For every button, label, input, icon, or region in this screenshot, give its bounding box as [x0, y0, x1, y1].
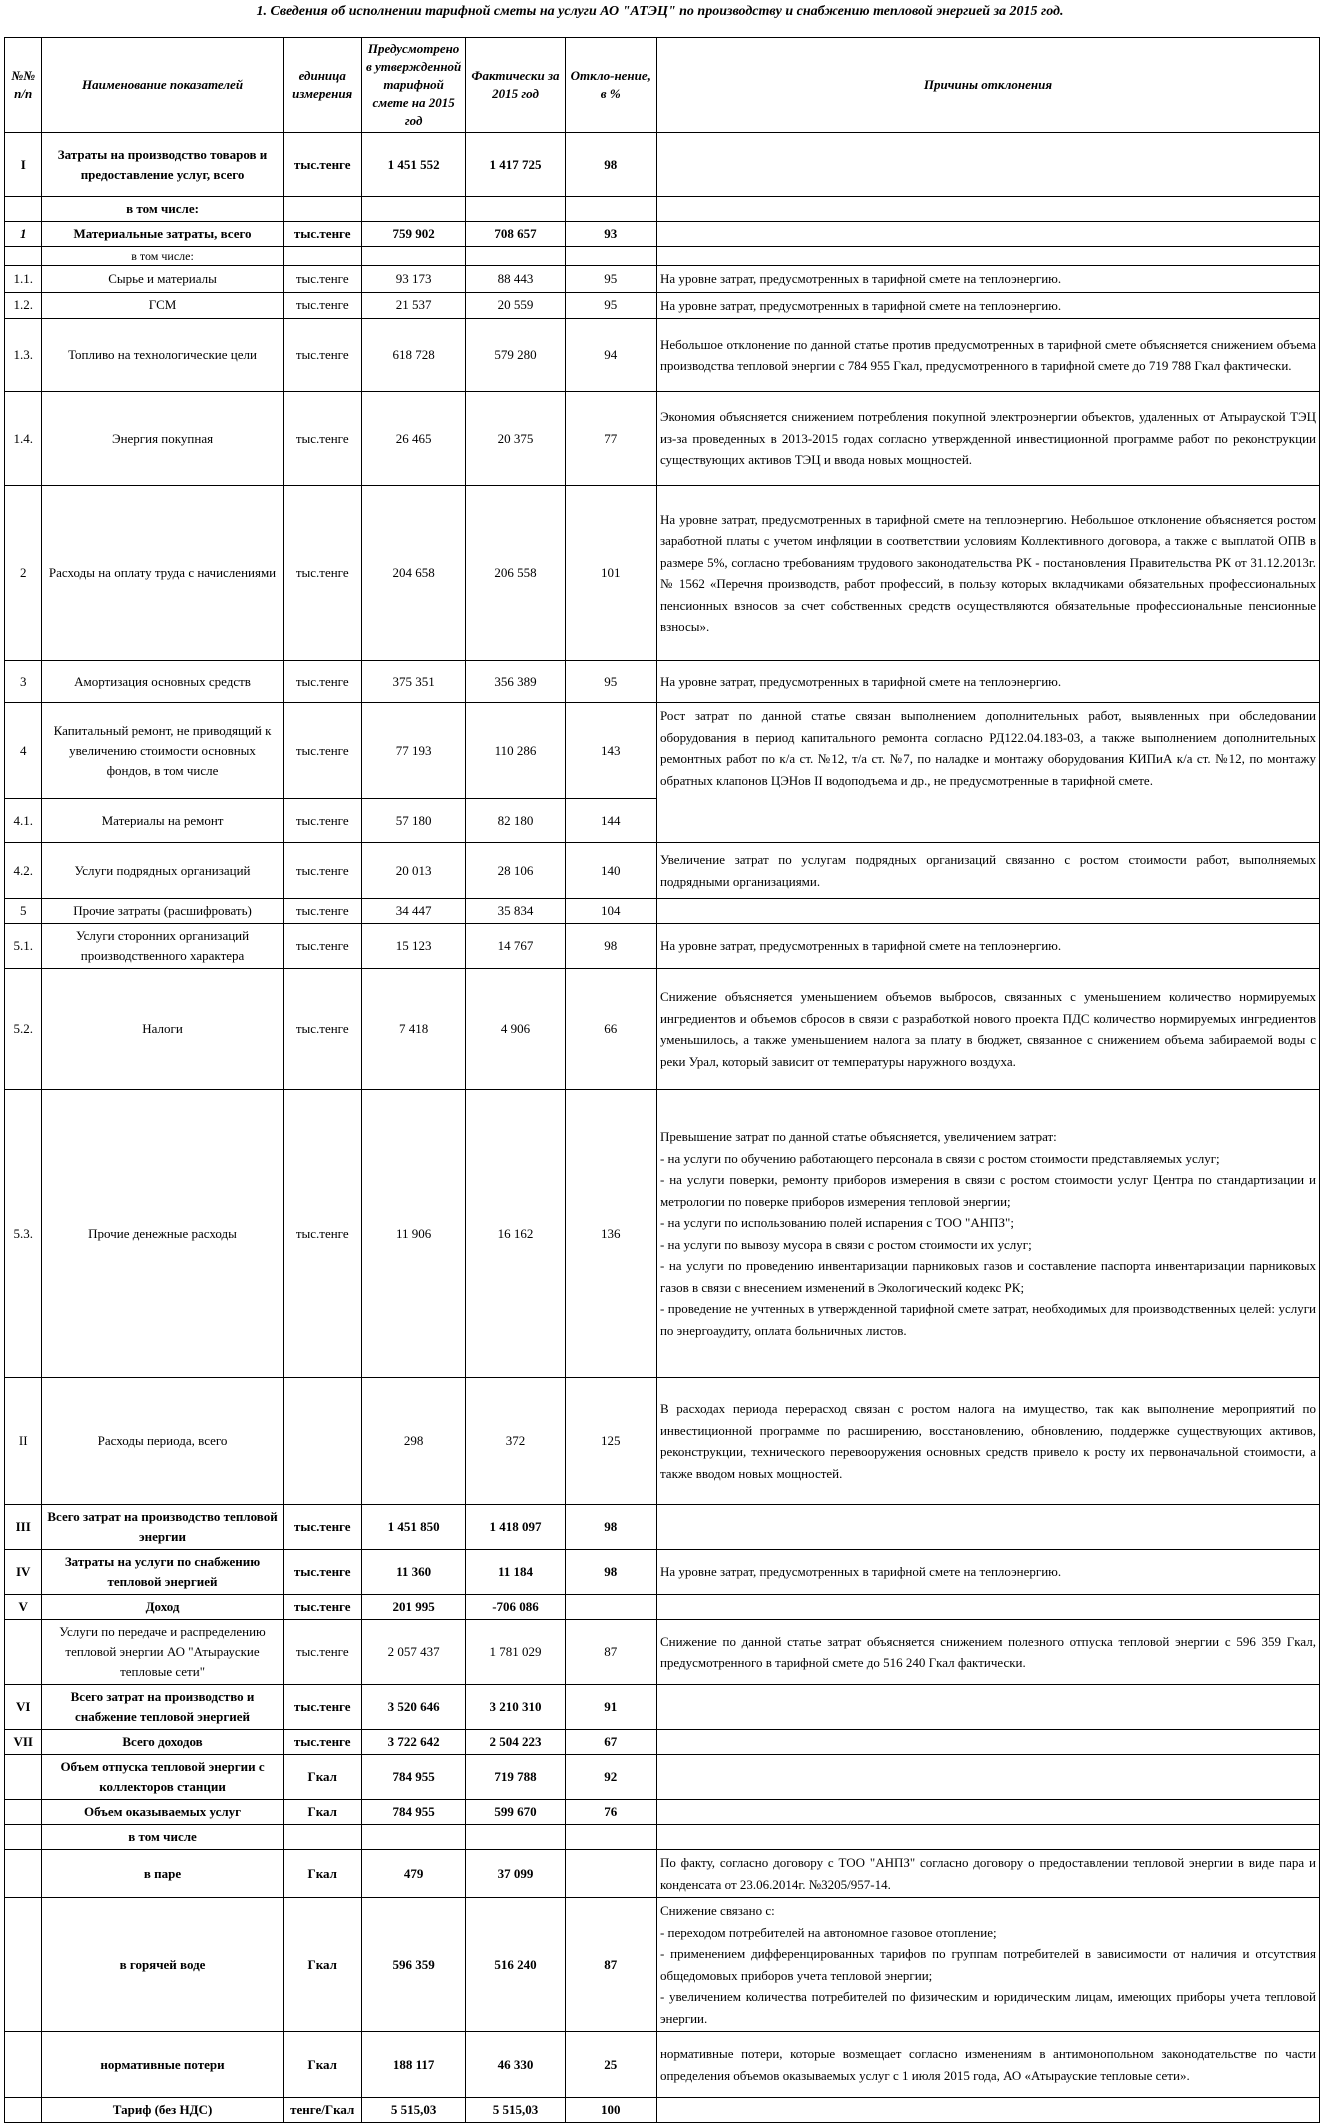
- row-plan: 21 537: [361, 292, 466, 319]
- row-unit: [283, 1378, 361, 1505]
- row-num: V: [5, 1595, 42, 1620]
- row-fact: 579 280: [466, 319, 565, 392]
- table-row: [5, 1825, 1320, 1850]
- row-num: 5: [5, 899, 42, 924]
- table-row: [5, 2032, 1320, 2098]
- table-row: [5, 2098, 1320, 2123]
- row-reason: нормативные потери, которые возмещает согласно изменениям в антимонопольном законодательстве по части определения объемов оказываемых услуг с 1 июля 2015 года, АО «Атырауские тепловые сети».: [656, 2032, 1319, 2098]
- row-plan: 3 520 646: [361, 1685, 466, 1730]
- row-name: Объем оказываемых услуг: [42, 1800, 283, 1825]
- row-num: [5, 1620, 42, 1685]
- row-dev: 143: [565, 703, 656, 799]
- row-fact: 4 906: [466, 969, 565, 1090]
- row-num: [5, 1898, 42, 2032]
- row-fact: 1 781 029: [466, 1620, 565, 1685]
- row-num: 4.2.: [5, 843, 42, 899]
- row-name: Всего затрат на производство тепловой энергии: [42, 1505, 283, 1550]
- row-unit: тыс.тенге: [283, 843, 361, 899]
- row-name: Всего доходов: [42, 1730, 283, 1755]
- row-unit: тыс.тенге: [283, 703, 361, 799]
- header-dev: Откло-нение, в %: [565, 38, 656, 133]
- row-dev: 98: [565, 1505, 656, 1550]
- table-row: [5, 1378, 1320, 1505]
- table-row: [5, 292, 1320, 319]
- row-fact: 719 788: [466, 1755, 565, 1800]
- row-dev: [565, 1595, 656, 1620]
- row-dev: 98: [565, 924, 656, 969]
- row-name: в горячей воде: [42, 1898, 283, 2032]
- row-num: 4.1.: [5, 799, 42, 843]
- row-name: Доход: [42, 1595, 283, 1620]
- row-name: Тариф (без НДС): [42, 2098, 283, 2123]
- row-fact: 708 657: [466, 222, 565, 247]
- row-reason: [656, 1090, 1319, 1378]
- row-unit: Гкал: [283, 2032, 361, 2098]
- row-plan: 3 722 642: [361, 1730, 466, 1755]
- row-unit: тыс.тенге: [283, 1505, 361, 1550]
- row-name: Капитальный ремонт, не приводящий к увеличению стоимости основных фондов, в том числе: [42, 703, 283, 799]
- row-dev: 93: [565, 222, 656, 247]
- row-unit: тыс.тенге: [283, 1090, 361, 1378]
- row-num: [5, 2032, 42, 2098]
- reason-line: - на услуги поверки, ремонту приборов измерения в связи с ростом стоимости услуг Центра по стандартизации и метрологии по поверке приборов измерения тепловой энергии;: [659, 1172, 1316, 1209]
- row-dev: 144: [565, 799, 656, 843]
- row-plan: 26 465: [361, 392, 466, 486]
- row-unit: тыс.тенге: [283, 1730, 361, 1755]
- row-reason: На уровне затрат, предусмотренных в тарифной смете на теплоэнергию. Небольшое отклонение объясняется ростом заработной платы с учетом инфляции в соответствии условиям Коллективного договора, а также с выплатой ОПВ в размере 5%, согласно требованиям трудового законодательства РК - постановления Правительства РК от 31.12.2013г. № 1562 «Перечня производств, работ профессий, в пользу которых вкладчиками обязательных профессиональных пенсионных взносов за счет собственных средств осуществляются обязательные профессиональные пенсионные взносы».: [656, 486, 1319, 661]
- reason-line: - на услуги по вывозу мусора в связи с ростом стоимости их услуг;: [659, 1236, 1032, 1252]
- row-fact: 1 417 725: [466, 133, 565, 197]
- header-plan: Предусмотрено в утвержденной тарифной смете на 2015 год: [361, 38, 466, 133]
- table-row: [5, 899, 1320, 924]
- header-fact: Фактически за 2015 год: [466, 38, 565, 133]
- row-plan: 784 955: [361, 1800, 466, 1825]
- row-fact: 14 767: [466, 924, 565, 969]
- row-plan: 479: [361, 1850, 466, 1898]
- row-num: I: [5, 133, 42, 197]
- row-dev: 76: [565, 1800, 656, 1825]
- row-name: Энергия покупная: [42, 392, 283, 486]
- table-row: [5, 924, 1320, 969]
- table-row: [5, 1755, 1320, 1800]
- row-fact: 28 106: [466, 843, 565, 899]
- row-dev: 94: [565, 319, 656, 392]
- table-row: [5, 703, 1320, 799]
- row-reason: На уровне затрат, предусмотренных в тарифной смете на теплоэнергию.: [656, 1550, 1319, 1595]
- row-num: [5, 1800, 42, 1825]
- header-unit: единица измерения: [283, 38, 361, 133]
- row-unit: тыс.тенге: [283, 924, 361, 969]
- row-reason: Увеличение затрат по услугам подрядных организаций связанно с ростом стоимости работ, выполняемых подрядными организациями.: [656, 843, 1319, 899]
- row-name: Материальные затраты, всего: [42, 222, 283, 247]
- row-fact: 11 184: [466, 1550, 565, 1595]
- reason-line: Снижение связано с:: [659, 1903, 775, 1918]
- row-plan: 15 123: [361, 924, 466, 969]
- row-name: Услуги подрядных организаций: [42, 843, 283, 899]
- row-plan: 201 995: [361, 1595, 466, 1620]
- row-plan: 1 451 552: [361, 133, 466, 197]
- row-unit: Гкал: [283, 1850, 361, 1898]
- row-fact: 206 558: [466, 486, 565, 661]
- header-row: [5, 38, 1320, 133]
- row-reason: [656, 1825, 1319, 1850]
- row-plan: 34 447: [361, 899, 466, 924]
- row-reason: [656, 1755, 1319, 1800]
- row-fact: 516 240: [466, 1898, 565, 2032]
- row-num: 5.2.: [5, 969, 42, 1090]
- row-fact: 37 099: [466, 1850, 565, 1898]
- table-row: [5, 1685, 1320, 1730]
- table-row: [5, 1730, 1320, 1755]
- reason-line: - на услуги по обучению работающего персонала в связи с ростом стоимости представляемых услуг;: [659, 1150, 1220, 1166]
- table-row: [5, 197, 1320, 222]
- row-dev: 104: [565, 899, 656, 924]
- row-plan: 1 451 850: [361, 1505, 466, 1550]
- row-unit: тыс.тенге: [283, 1620, 361, 1685]
- row-reason: [656, 197, 1319, 222]
- row-num: 2: [5, 486, 42, 661]
- reason-line: - на услуги по использованию полей испарения с ТОО "АНПЗ";: [659, 1215, 1014, 1230]
- row-dev: 77: [565, 392, 656, 486]
- row-plan: 375 351: [361, 661, 466, 703]
- row-unit: Гкал: [283, 1898, 361, 2032]
- row-reason: На уровне затрат, предусмотренных в тарифной смете на теплоэнергию.: [656, 924, 1319, 969]
- table-row: [5, 969, 1320, 1090]
- row-fact: 1 418 097: [466, 1505, 565, 1550]
- row-name: Расходы на оплату труда с начислениями: [42, 486, 283, 661]
- row-unit: тенге/Гкал: [283, 2098, 361, 2123]
- row-dev: 91: [565, 1685, 656, 1730]
- row-reason: По факту, согласно договору с ТОО "АНПЗ" согласно договору о предоставлении тепловой энергии в виде пара и конденсата от 23.06.2014г. №3205/957-14.: [656, 1850, 1319, 1898]
- row-fact: 110 286: [466, 703, 565, 799]
- row-fact: 3 210 310: [466, 1685, 565, 1730]
- row-num: [5, 1755, 42, 1800]
- row-reason: [656, 1800, 1319, 1825]
- row-name: Услуги по передаче и распределению тепловой энергии АО "Атырауские тепловые сети": [42, 1620, 283, 1685]
- table-row: [5, 222, 1320, 247]
- header-reason: Причины отклонения: [656, 38, 1319, 133]
- row-dev: 87: [565, 1898, 656, 2032]
- table-row: [5, 843, 1320, 899]
- header-name: Наименование показателей: [42, 38, 283, 133]
- table-row: [5, 661, 1320, 703]
- row-num: 1.1.: [5, 266, 42, 293]
- row-name: ГСМ: [42, 292, 283, 319]
- row-unit: тыс.тенге: [283, 899, 361, 924]
- row-num: 5.1.: [5, 924, 42, 969]
- row-plan: 5 515,03: [361, 2098, 466, 2123]
- row-name: Амортизация основных средств: [42, 661, 283, 703]
- row-plan: 188 117: [361, 2032, 466, 2098]
- row-reason: Небольшое отклонение по данной статье против предусмотренных в тарифной смете объясняется снижением объема производства тепловой энергии с 784 955 Гкал, предусмотренного в тарифной смете до 719 788 Гкал фактически.: [656, 319, 1319, 392]
- row-plan: [361, 247, 466, 266]
- row-dev: 67: [565, 1730, 656, 1755]
- row-name: Прочие затраты (расшифровать): [42, 899, 283, 924]
- row-name: Прочие денежные расходы: [42, 1090, 283, 1378]
- row-fact: 35 834: [466, 899, 565, 924]
- row-num: 5.3.: [5, 1090, 42, 1378]
- row-unit: тыс.тенге: [283, 661, 361, 703]
- row-reason: На уровне затрат, предусмотренных в тарифной смете на теплоэнергию.: [656, 661, 1319, 703]
- row-unit: тыс.тенге: [283, 1550, 361, 1595]
- table-row: [5, 1800, 1320, 1825]
- row-name: нормативные потери: [42, 2032, 283, 2098]
- row-plan: 20 013: [361, 843, 466, 899]
- row-num: VI: [5, 1685, 42, 1730]
- row-reason: [656, 247, 1319, 266]
- row-unit: тыс.тенге: [283, 222, 361, 247]
- row-dev: 100: [565, 2098, 656, 2123]
- row-plan: 618 728: [361, 319, 466, 392]
- row-name: Материалы на ремонт: [42, 799, 283, 843]
- table-row: [5, 1850, 1320, 1898]
- row-plan: 77 193: [361, 703, 466, 799]
- row-dev: 101: [565, 486, 656, 661]
- row-name: в том числе: [42, 1825, 283, 1850]
- table-row: [5, 247, 1320, 266]
- row-unit: Гкал: [283, 1800, 361, 1825]
- row-num: III: [5, 1505, 42, 1550]
- reason-line: - применением дифференцированных тарифов по группам потребителей в зависимости от наличия и отсутствия общедомовых приборов учета тепловой энергии;: [659, 1946, 1316, 1983]
- row-name: Топливо на технологические цели: [42, 319, 283, 392]
- row-reason: В расходах периода перерасход связан с ростом налога на имущество, так как выполнение мероприятий по инвестиционной программе по расширению, восстановлению, обновлению, поддержке существующих активов, реконструкции, технического перевооружения основных средств привело к росту их первоначальной стоимости, а также вводом новых мощностей.: [656, 1378, 1319, 1505]
- row-fact: [466, 197, 565, 222]
- table-row: [5, 392, 1320, 486]
- row-num: 1: [5, 222, 42, 247]
- row-dev: [565, 1825, 656, 1850]
- row-unit: тыс.тенге: [283, 266, 361, 293]
- row-reason: Снижение объясняется уменьшением объемов выбросов, связанных с уменьшением количество нормируемых ингредиентов и объемов сбросов в связи с разработкой нового проекта ПДС количество нормируемых ингредиентов уменьшилось, а также уменьшением налога за плату в бюджет, связанное с снижением объема забираемой воды с реки Урал, который зависит от температуры наружного воздуха.: [656, 969, 1319, 1090]
- page-title: 1. Сведения об исполнении тарифной сметы на услуги АО "АТЭЦ" по производству и снабжению тепловой энергией за 2015 год.: [256, 4, 1064, 19]
- row-dev: 95: [565, 266, 656, 293]
- table-row: [5, 133, 1320, 197]
- row-plan: 93 173: [361, 266, 466, 293]
- row-plan: 11 906: [361, 1090, 466, 1378]
- reason-line: - переходом потребителей на автономное газовое отопление;: [659, 1924, 997, 1940]
- row-name: Расходы периода, всего: [42, 1378, 283, 1505]
- table-row: [5, 1090, 1320, 1378]
- row-plan: [361, 1825, 466, 1850]
- row-fact: 20 559: [466, 292, 565, 319]
- row-unit: [283, 197, 361, 222]
- row-num: VII: [5, 1730, 42, 1755]
- row-dev: [565, 247, 656, 266]
- row-fact: 372: [466, 1378, 565, 1505]
- row-num: 3: [5, 661, 42, 703]
- row-unit: [283, 247, 361, 266]
- row-unit: тыс.тенге: [283, 319, 361, 392]
- row-num: 1.4.: [5, 392, 42, 486]
- row-reason: На уровне затрат, предусмотренных в тарифной смете на теплоэнергию.: [656, 292, 1319, 319]
- row-num: IV: [5, 1550, 42, 1595]
- row-plan: 2 057 437: [361, 1620, 466, 1685]
- row-reason: [656, 1685, 1319, 1730]
- row-num: [5, 247, 42, 266]
- row-num: [5, 197, 42, 222]
- row-reason: [656, 1898, 1319, 2032]
- row-fact: [466, 247, 565, 266]
- row-plan: 204 658: [361, 486, 466, 661]
- table-row: [5, 1595, 1320, 1620]
- row-fact: 46 330: [466, 2032, 565, 2098]
- row-dev: 25: [565, 2032, 656, 2098]
- row-name: Всего затрат на производство и снабжение тепловой энергией: [42, 1685, 283, 1730]
- reason-line: - увеличением количества потребителей по физическим и юридическим лицам, имеющих приборы учета тепловой энергии.: [659, 1989, 1316, 2026]
- row-plan: 784 955: [361, 1755, 466, 1800]
- row-dev: 95: [565, 661, 656, 703]
- row-num: [5, 1850, 42, 1898]
- row-dev: 136: [565, 1090, 656, 1378]
- row-fact: 16 162: [466, 1090, 565, 1378]
- tariff-table: [4, 37, 1320, 2123]
- row-reason: [656, 899, 1319, 924]
- row-fact: 5 515,03: [466, 2098, 565, 2123]
- row-unit: тыс.тенге: [283, 1595, 361, 1620]
- row-name: в том числе:: [42, 247, 283, 266]
- row-unit: тыс.тенге: [283, 133, 361, 197]
- row-fact: 356 389: [466, 661, 565, 703]
- row-num: 1.2.: [5, 292, 42, 319]
- row-fact: -706 086: [466, 1595, 565, 1620]
- row-dev: [565, 1850, 656, 1898]
- row-num: [5, 1825, 42, 1850]
- row-reason: [656, 1505, 1319, 1550]
- row-plan: 7 418: [361, 969, 466, 1090]
- row-plan: 298: [361, 1378, 466, 1505]
- row-reason: Снижение по данной статье затрат объясняется снижением полезного отпуска тепловой энергии с 596 359 Гкал, предусмотренного в тарифной смете до 516 240 Гкал фактически.: [656, 1620, 1319, 1685]
- row-name: Сырье и материалы: [42, 266, 283, 293]
- reason-line: - на услуги по проведению инвентаризации парниковых газов и составление паспорта инвентаризации парниковых газов в связи с внесением изменений в Экологический кодекс РК;: [659, 1258, 1316, 1295]
- row-name: в паре: [42, 1850, 283, 1898]
- row-reason: На уровне затрат, предусмотренных в тарифной смете на теплоэнергию.: [656, 266, 1319, 293]
- row-reason: Рост затрат по данной статье связан выполнением дополнительных работ, выявленных при обследовании оборудования в период капитального ремонта согласно РД122.04.183-03, а также выполнением дополнительных ремонтных работ по к/а ст. №12, т/а ст. №7, по наладке и монтажу оборудования КИПиА к/а ст. №12, по монтажу обратных клапонов ЦЭНов II водоподъема и др., не предусмотренные в тарифной смете.: [656, 703, 1319, 843]
- row-num: II: [5, 1378, 42, 1505]
- row-dev: 98: [565, 133, 656, 197]
- row-plan: 759 902: [361, 222, 466, 247]
- row-dev: 66: [565, 969, 656, 1090]
- row-fact: 20 375: [466, 392, 565, 486]
- row-plan: 596 359: [361, 1898, 466, 2032]
- table-row: [5, 319, 1320, 392]
- row-reason: [656, 2098, 1319, 2123]
- row-fact: [466, 1825, 565, 1850]
- row-name: в том числе:: [42, 197, 283, 222]
- row-num: [5, 2098, 42, 2123]
- row-name: Услуги сторонних организаций производственного характера: [42, 924, 283, 969]
- header-num: №№ п/п: [5, 38, 42, 133]
- row-fact: 2 504 223: [466, 1730, 565, 1755]
- row-unit: тыс.тенге: [283, 1685, 361, 1730]
- row-name: Затраты на услуги по снабжению тепловой энергией: [42, 1550, 283, 1595]
- row-name: Затраты на производство товаров и предоставление услуг, всего: [42, 133, 283, 197]
- row-name: Налоги: [42, 969, 283, 1090]
- row-name: Объем отпуска тепловой энергии с коллекторов станции: [42, 1755, 283, 1800]
- row-fact: 88 443: [466, 266, 565, 293]
- row-dev: 140: [565, 843, 656, 899]
- row-fact: 599 670: [466, 1800, 565, 1825]
- row-dev: [565, 197, 656, 222]
- row-plan: 11 360: [361, 1550, 466, 1595]
- row-unit: тыс.тенге: [283, 969, 361, 1090]
- row-num: 4: [5, 703, 42, 799]
- table-row: [5, 1505, 1320, 1550]
- table-row: [5, 1898, 1320, 2032]
- row-dev: 92: [565, 1755, 656, 1800]
- row-unit: тыс.тенге: [283, 292, 361, 319]
- row-unit: тыс.тенге: [283, 799, 361, 843]
- row-fact: 82 180: [466, 799, 565, 843]
- row-unit: тыс.тенге: [283, 486, 361, 661]
- reason-line: Превышение затрат по данной статье объясняется, увеличением затрат:: [659, 1129, 1057, 1144]
- row-unit: [283, 1825, 361, 1850]
- table-row: [5, 266, 1320, 293]
- row-reason: Экономия объясняется снижением потребления покупной электроэнергии объектов, удаленных от Атырауской ТЭЦ из-за проведенных в 2013-2015 годах согласно утвержденной инвестиционной программе работ по реконструкции существующих активов ТЭЦ и ввода новых мощностей.: [656, 392, 1319, 486]
- row-dev: 98: [565, 1550, 656, 1595]
- row-reason: [656, 133, 1319, 197]
- row-unit: Гкал: [283, 1755, 361, 1800]
- table-row: [5, 1550, 1320, 1595]
- row-dev: 87: [565, 1620, 656, 1685]
- row-num: 1.3.: [5, 319, 42, 392]
- table-row: [5, 486, 1320, 661]
- row-dev: 125: [565, 1378, 656, 1505]
- row-reason: [656, 222, 1319, 247]
- row-reason: [656, 1730, 1319, 1755]
- table-row: [5, 1620, 1320, 1685]
- reason-line: - проведение не учтенных в утвержденной тарифной смете затрат, необходимых для производственных целей: услуги по энергоаудиту, оплата больничных листов.: [659, 1301, 1316, 1338]
- row-reason: [656, 1595, 1319, 1620]
- row-unit: тыс.тенге: [283, 392, 361, 486]
- row-plan: 57 180: [361, 799, 466, 843]
- row-plan: [361, 197, 466, 222]
- row-dev: 95: [565, 292, 656, 319]
